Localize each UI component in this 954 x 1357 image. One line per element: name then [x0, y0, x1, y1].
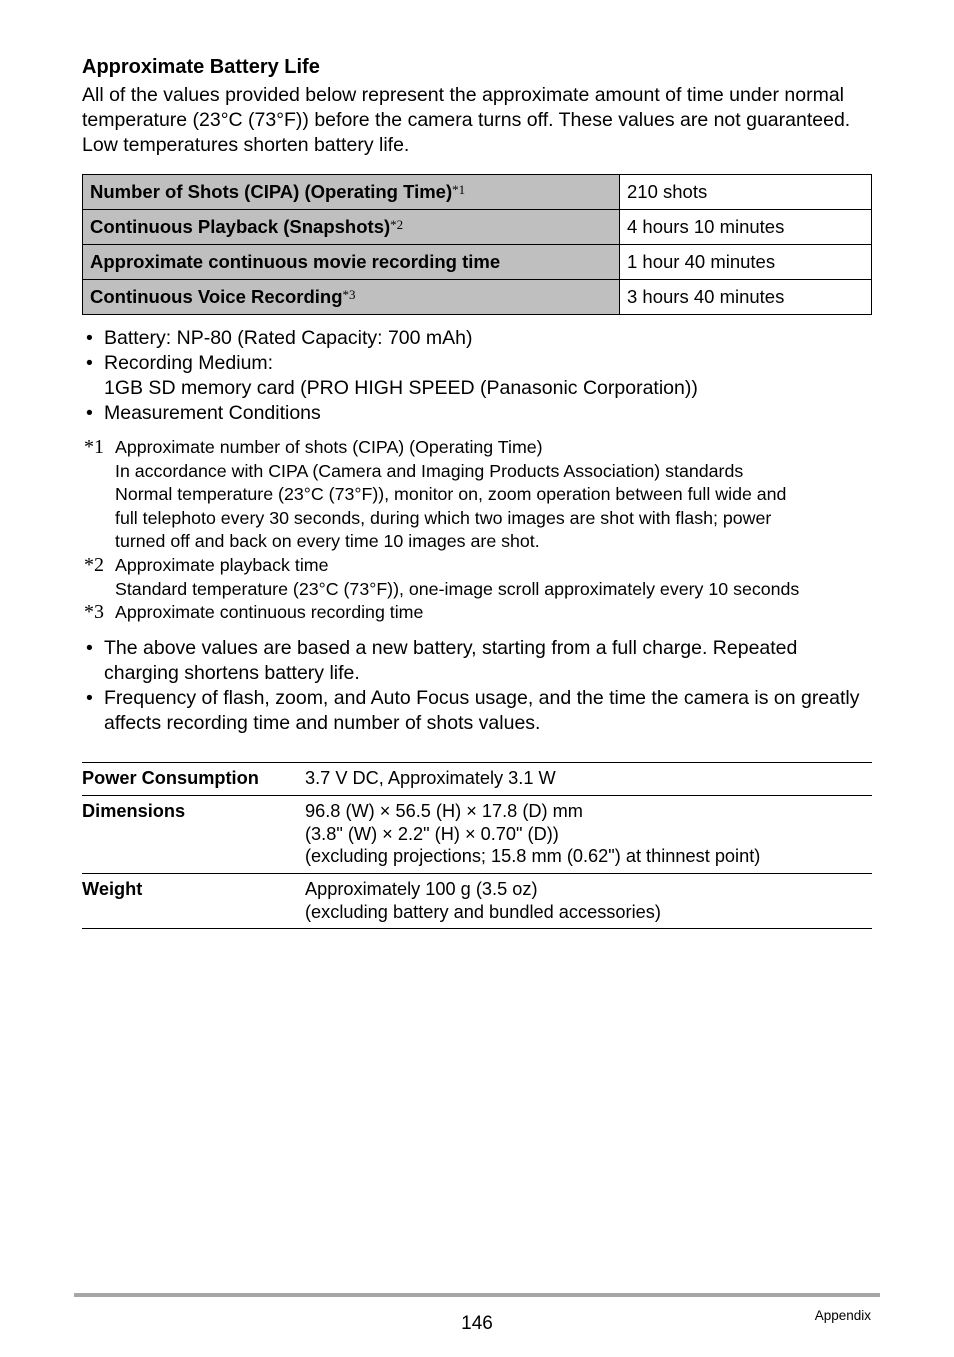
row-label: Continuous Voice Recording$^{*3}$	[83, 280, 620, 315]
footnotes	[84, 436, 884, 625]
list-item: • Measurement Conditions	[86, 402, 321, 424]
footnote: *2 Approximate playback time Standard temperature (23°C (73°F)), one-image scroll approximately every 10 seconds	[84, 553, 800, 599]
table-row	[83, 280, 872, 315]
footnote-mark: *1	[84, 436, 104, 458]
row-value: 1 hour 40 minutes	[620, 245, 872, 280]
footnote-mark: *1	[452, 182, 466, 197]
list-item: • Battery: NP-80 (Rated Capacity: 700 mAh)	[86, 327, 473, 349]
row-value: 210 shots	[620, 175, 872, 210]
bullet-icon: •	[86, 327, 93, 349]
row-label: Approximate continuous movie recording time	[83, 245, 620, 280]
footnote-mark: *3	[84, 601, 104, 624]
list-item-detail: 1GB SD memory card (PRO HIGH SPEED (Panasonic Corporation))	[104, 377, 698, 399]
spec-value: 3.7 V DC, Approximately 3.1 W	[305, 768, 556, 788]
section-title: Approximate Battery Life	[82, 56, 320, 78]
table-row	[83, 210, 872, 245]
footnote: *3 Approximate continuous recording time	[84, 601, 424, 624]
row-label: Continuous Playback (Snapshots)$^{*2}$	[83, 210, 620, 245]
footnote-mark: *2	[84, 553, 104, 576]
spec-value: Approximately 100 g (3.5 oz) (excluding battery and bundled accessories)	[305, 879, 661, 922]
bullet-icon: •	[86, 687, 93, 709]
row-value: 3 hours 40 minutes	[620, 280, 872, 315]
row-label: Number of Shots (CIPA) (Operating Time)$^{*1}$	[83, 175, 620, 210]
footnote-mark: *2	[390, 217, 404, 232]
section-label: Appendix	[814, 1308, 871, 1323]
footnote: *1 Approximate number of shots (CIPA) (Operating Time) In accordance with CIPA (Camera and Imaging Products Association) standards Normal temperature (23°C (73°F)), monitor on, zoom operation between full wide and full telephoto every 30 seconds, during which two images are shot with flash; power turned off and back on every time 10 images are shot.	[84, 436, 787, 552]
table-row	[83, 245, 872, 280]
specifications-table	[82, 762, 872, 929]
row-value: 4 hours 10 minutes	[620, 210, 872, 245]
table-row	[83, 175, 872, 210]
intro-paragraph: All of the values provided below represent the approximate amount of time under normal temperature (23°C (73°F)) before the camera turns off. These values are not guaranteed. Low temperatures shorten battery life.	[82, 84, 851, 156]
spec-row-weight	[82, 874, 872, 929]
spec-value: 96.8 (W) × 56.5 (H) × 17.8 (D) mm (3.8" (W) × 2.2" (H) × 0.70" (D)) (excluding projections; 15.8 mm (0.62") at thinnest point)	[305, 801, 761, 866]
conditions-list	[82, 326, 872, 426]
spec-label: Weight	[82, 879, 143, 899]
spec-label: Dimensions	[82, 801, 186, 821]
page-number: 146	[461, 1313, 493, 1334]
list-item: • Recording Medium: 1GB SD memory card (PRO HIGH SPEED (Panasonic Corporation))	[82, 351, 872, 401]
footnote-mark: *3	[342, 287, 356, 302]
bullet-icon: •	[86, 637, 93, 659]
spec-label: Power Consumption	[82, 768, 259, 788]
list-item: • Frequency of flash, zoom, and Auto Focus usage, and the time the camera is on greatly affects recording time and number of shots values.	[86, 687, 860, 734]
remarks-list	[82, 636, 872, 736]
footer-divider	[74, 1293, 880, 1297]
spec-row-dimensions	[82, 796, 872, 874]
spec-row-power	[82, 763, 872, 796]
list-item: • The above values are based a new battery, starting from a full charge. Repeated charging shortens battery life.	[86, 637, 798, 684]
bullet-icon: •	[86, 402, 93, 424]
bullet-icon: •	[86, 352, 93, 374]
battery-life-table	[82, 174, 872, 315]
